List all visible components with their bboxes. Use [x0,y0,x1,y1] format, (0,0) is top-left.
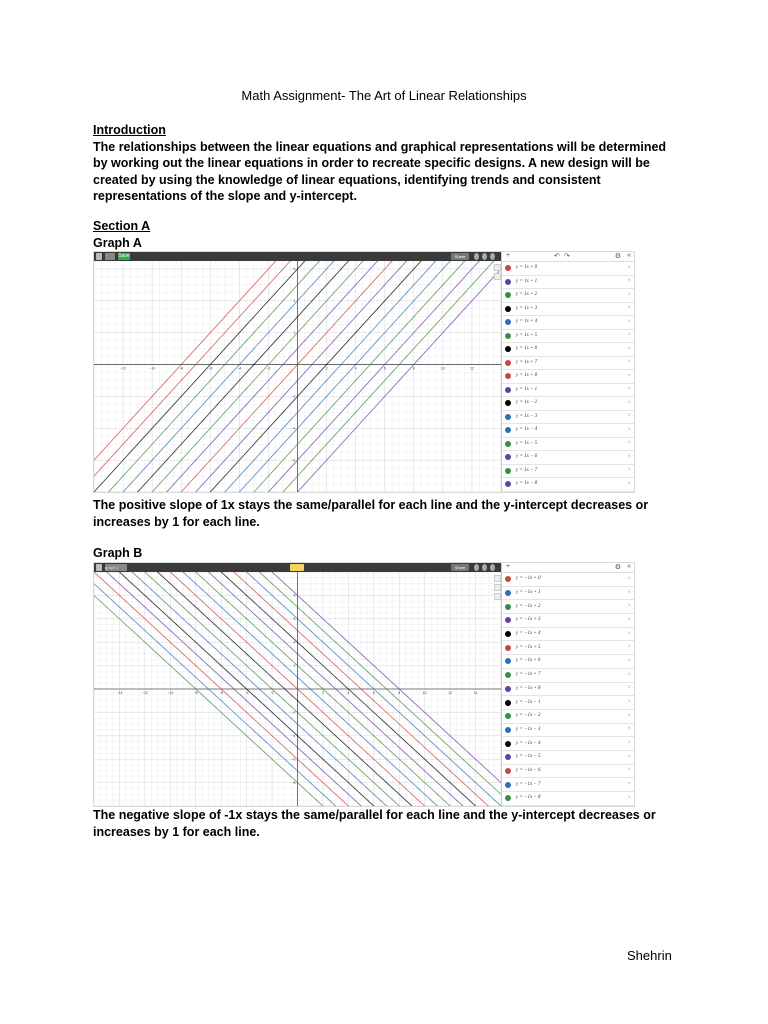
x-tick-label: −8 [179,366,184,371]
expression-row[interactable] [502,628,635,642]
expression-row[interactable] [502,262,635,276]
graph-a-plot[interactable] [94,261,501,492]
expression-row[interactable] [502,573,635,587]
expression-text[interactable]: y = −1x − 2 [516,713,541,719]
line-color-icon[interactable] [505,631,511,637]
x-tick-label: 12 [469,366,474,371]
expression-text[interactable]: y = −1x − 4 [516,740,541,746]
graph-b-screenshot [93,562,635,807]
line-color-icon[interactable] [505,414,511,420]
expression-row[interactable] [502,478,635,492]
graph-b-topbar [94,563,501,572]
x-tick-label: −4 [237,366,242,371]
x-tick-label: 14 [473,691,478,695]
settings-icon[interactable]: ⚙ [614,564,621,571]
delete-expression-icon[interactable]: × [627,644,631,651]
delete-expression-icon[interactable]: × [627,359,631,366]
intro-section [93,122,683,205]
zoom-in-button[interactable] [494,575,501,582]
delete-expression-icon[interactable]: × [627,345,631,352]
x-tick-label: −12 [120,366,127,371]
delete-expression-icon[interactable]: × [627,453,631,460]
expression-row[interactable] [502,641,635,655]
delete-expression-icon[interactable]: × [627,630,631,637]
line-color-icon[interactable] [505,617,511,623]
delete-expression-icon[interactable]: × [627,318,631,325]
expression-row[interactable] [502,737,635,751]
delete-expression-icon[interactable]: × [627,753,631,760]
x-tick-label: −14 [116,691,123,695]
delete-expression-icon[interactable]: × [627,712,631,719]
expression-text[interactable]: y = −1x − 8 [516,795,541,801]
x-tick-label: 6 [372,691,375,695]
expression-text[interactable]: y = −1x + 0 [516,576,541,582]
save-button[interactable]: Save [118,253,130,259]
expression-text[interactable]: y = 1x + 7 [516,359,538,365]
help-icon[interactable] [482,564,487,571]
collapse-list-icon[interactable]: « [627,252,631,259]
x-tick-label: −2 [266,366,271,371]
x-tick-label: 8 [412,366,415,371]
expression-row[interactable] [502,710,635,724]
graph-title-field[interactable]: graph 1 [105,564,127,571]
expression-row[interactable] [502,384,635,398]
expression-text[interactable]: y = −1x + 8 [516,685,541,691]
settings-icon[interactable] [490,253,495,260]
expression-text[interactable]: y = −1x + 4 [516,631,541,637]
graph-b-heading: Graph B [93,546,143,560]
expression-row[interactable] [502,724,635,738]
share-button[interactable]: Share [451,564,469,571]
x-tick-label: 12 [448,691,453,695]
expression-row[interactable] [502,451,635,465]
line-color-icon[interactable] [505,590,511,596]
expression-text[interactable]: y = 1x + 4 [516,319,538,325]
expression-text[interactable]: y = 1x + 6 [516,346,538,352]
y-tick-label: −4 [291,426,296,431]
delete-expression-icon[interactable]: × [627,699,631,706]
author-name: Shehrin [627,948,672,963]
delete-expression-icon[interactable]: × [627,386,631,393]
expression-row[interactable] [502,357,635,371]
expression-text[interactable]: y = −1x − 3 [516,726,541,732]
graph-title-field[interactable] [105,253,115,260]
y-tick-label: 2 [293,330,296,335]
expression-text[interactable]: y = −1x − 7 [516,781,541,787]
menu-icon[interactable] [96,564,102,571]
intro-text: The relationships between the linear equations and graphical representations will be determined by working out the linear equations in order to recreate specific designs. A new design will be created by using the knowledge of linear equations, identifying trends and consistent representations of the slope and y-intercept. [93,139,667,203]
expression-text[interactable]: y = 1x − 5 [516,440,538,446]
x-tick-label: −10 [167,691,174,695]
delete-expression-icon[interactable]: × [627,440,631,447]
line-color-icon[interactable] [505,658,511,664]
undo-icon[interactable]: ↶ [554,253,560,260]
delete-expression-icon[interactable]: × [627,480,631,487]
expression-row[interactable] [502,751,635,765]
y-tick-label: 8 [293,593,296,598]
delete-expression-icon[interactable]: × [627,413,631,420]
x-tick-label: −4 [244,691,249,695]
expression-text[interactable]: y = 1x − 7 [516,467,538,473]
expression-row[interactable] [502,655,635,669]
delete-expression-icon[interactable]: × [627,781,631,788]
delete-expression-icon[interactable]: × [627,399,631,406]
expression-text[interactable]: y = 1x + 0 [516,265,538,271]
expression-text[interactable]: y = 1x + 1 [516,278,538,284]
line-color-icon[interactable] [505,441,511,447]
delete-expression-icon[interactable]: × [627,372,631,379]
expression-row[interactable] [502,330,635,344]
share-button[interactable]: Share [451,253,469,260]
y-tick-label: −6 [291,757,296,762]
expression-text[interactable]: y = −1x − 1 [516,699,541,705]
line-color-icon[interactable] [505,645,511,651]
expression-text[interactable]: y = −1x + 2 [516,603,541,609]
expression-row[interactable] [502,614,635,628]
delete-expression-icon[interactable]: × [627,291,631,298]
delete-expression-icon[interactable]: × [627,264,631,271]
line-color-icon[interactable] [505,727,511,733]
expression-row[interactable] [502,765,635,779]
line-color-icon[interactable] [505,768,511,774]
line-color-icon[interactable] [505,468,511,474]
undo-icon[interactable] [474,564,479,571]
line-color-icon[interactable] [505,700,511,706]
graph-a-heading: Graph A [93,236,142,250]
line-color-icon[interactable] [505,265,511,271]
x-tick-label: −6 [208,366,213,371]
y-tick-label: −2 [291,394,296,399]
line-color-icon[interactable] [505,319,511,325]
line-color-icon[interactable] [505,360,511,366]
expression-row[interactable] [502,316,635,330]
y-tick-label: −6 [291,458,296,463]
delete-expression-icon[interactable]: × [627,589,631,596]
graph-b-plot[interactable] [94,572,501,806]
y-tick-label: −4 [291,734,296,738]
delete-expression-icon[interactable]: × [627,726,631,733]
x-tick-label: −6 [219,691,224,695]
expression-text[interactable]: y = 1x − 3 [516,413,538,419]
delete-expression-icon[interactable]: × [627,575,631,582]
expression-text[interactable]: y = 1x + 2 [516,292,538,298]
line-color-icon[interactable] [505,333,511,339]
expression-text[interactable]: y = 1x + 8 [516,373,538,379]
graph-a-topbar [94,252,501,261]
line-color-icon[interactable] [505,795,511,801]
zoom-controls [494,264,500,282]
expression-row[interactable] [502,370,635,384]
expression-row[interactable] [502,411,635,425]
expression-text[interactable]: y = −1x + 7 [516,672,541,678]
line-color-icon[interactable] [505,373,511,379]
x-tick-label: 10 [440,366,445,371]
expression-list-header [502,563,635,573]
line-color-icon[interactable] [505,713,511,719]
delete-expression-icon[interactable]: × [627,616,631,623]
y-tick-label: 6 [293,267,296,272]
line-color-icon[interactable] [505,306,511,312]
section-heading: Section A [93,219,151,233]
line-color-icon[interactable] [505,454,511,460]
status-badge [290,564,304,571]
expression-row[interactable] [502,696,635,710]
x-tick-label: −12 [141,691,148,695]
settings-icon[interactable] [490,564,495,571]
x-tick-label: 6 [383,366,386,371]
x-tick-label: 8 [398,691,401,695]
expression-list-header [502,252,635,262]
line-color-icon[interactable] [505,754,511,760]
expression-row[interactable] [502,465,635,479]
x-tick-label: −8 [193,691,198,695]
y-tick-label: 6 [293,617,296,621]
expression-text[interactable]: y = 1x + 5 [516,332,538,338]
x-tick-label: −10 [149,366,156,371]
add-expression-icon[interactable]: + [506,563,511,570]
expression-text[interactable]: y = 1x − 6 [516,454,538,460]
expression-row[interactable] [502,792,635,806]
delete-expression-icon[interactable]: × [627,685,631,692]
expression-text[interactable]: y = −1x − 5 [516,754,541,760]
delete-expression-icon[interactable]: × [627,767,631,774]
expression-row[interactable] [502,778,635,792]
delete-expression-icon[interactable]: × [627,794,631,801]
zoom-out-button[interactable] [494,584,501,591]
expression-row[interactable] [502,303,635,317]
zoom-controls [494,575,500,602]
expression-text[interactable]: y = 1x − 8 [516,481,538,487]
x-tick-label: 10 [422,691,427,695]
expression-text[interactable]: y = −1x − 6 [516,767,541,773]
delete-expression-icon[interactable]: × [627,671,631,678]
line-color-icon[interactable] [505,427,511,433]
expression-text[interactable]: y = 1x − 1 [516,386,538,392]
undo-icon[interactable] [474,253,479,260]
line-color-icon[interactable] [505,400,511,406]
expression-text[interactable]: y = 1x − 4 [516,427,538,433]
expression-text[interactable]: y = −1x + 5 [516,644,541,650]
delete-expression-icon[interactable]: × [627,467,631,474]
expression-row[interactable] [502,424,635,438]
delete-expression-icon[interactable]: × [627,278,631,285]
line-color-icon[interactable] [505,346,511,352]
expression-row[interactable] [502,343,635,357]
expression-row[interactable] [502,669,635,683]
graph-a-caption: The positive slope of 1x stays the same/parallel for each line and the y-intercept decreases or increases by 1 for each line. [93,498,649,529]
line-color-icon[interactable] [505,672,511,678]
delete-expression-icon[interactable]: × [627,332,631,339]
intro-heading: Introduction [93,123,166,137]
line-color-icon[interactable] [505,576,511,582]
delete-expression-icon[interactable]: × [627,657,631,664]
zoom-out-button[interactable] [494,273,501,280]
home-button[interactable] [494,593,501,600]
settings-icon[interactable]: ⚙ [614,253,621,260]
y-tick-label: 4 [293,299,296,304]
x-tick-label: 4 [347,691,350,695]
collapse-list-icon[interactable]: « [627,563,631,570]
expression-text[interactable]: y = 1x + 3 [516,305,538,311]
x-tick-label: 2 [321,691,324,695]
expression-row[interactable] [502,438,635,452]
x-tick-label: 2 [325,366,328,371]
add-expression-icon[interactable]: + [506,252,511,259]
line-color-icon[interactable] [505,387,511,393]
line-color-icon[interactable] [505,686,511,692]
y-tick-label: −2 [291,710,296,715]
line-color-icon[interactable] [505,782,511,788]
expression-text[interactable]: y = 1x − 2 [516,400,538,406]
expression-row[interactable] [502,587,635,601]
delete-expression-icon[interactable]: × [627,740,631,747]
expression-text[interactable]: y = −1x + 1 [516,590,541,596]
line-color-icon[interactable] [505,741,511,747]
expression-text[interactable]: y = −1x + 6 [516,658,541,664]
line-color-icon[interactable] [505,279,511,285]
expression-row[interactable] [502,600,635,614]
graph-a-expression-list [501,252,635,492]
delete-expression-icon[interactable]: × [627,603,631,610]
x-tick-label: −2 [270,691,275,695]
delete-expression-icon[interactable]: × [627,305,631,312]
menu-icon[interactable] [96,253,102,260]
expression-row[interactable] [502,289,635,303]
y-tick-label: −8 [291,780,296,785]
zoom-in-button[interactable] [494,264,501,271]
graph-b-caption: The negative slope of -1x stays the same/parallel for each line and the y-intercept decreases or increases by 1 for each line. [93,808,656,839]
delete-expression-icon[interactable]: × [627,426,631,433]
y-tick-label: 2 [293,663,296,668]
expression-text[interactable]: y = −1x + 3 [516,617,541,623]
y-tick-label: 4 [293,640,296,645]
help-icon[interactable] [482,253,487,260]
graph-b-expression-list [501,563,635,806]
line-color-icon[interactable] [505,481,511,487]
graph-a-screenshot [93,251,635,493]
page-title: Math Assignment- The Art of Linear Relationships [241,88,527,103]
expression-row[interactable] [502,276,635,290]
redo-icon[interactable]: ↷ [564,253,570,260]
expression-row[interactable] [502,397,635,411]
expression-row[interactable] [502,683,635,697]
x-tick-label: 4 [354,366,357,371]
line-color-icon[interactable] [505,604,511,610]
line-color-icon[interactable] [505,292,511,298]
